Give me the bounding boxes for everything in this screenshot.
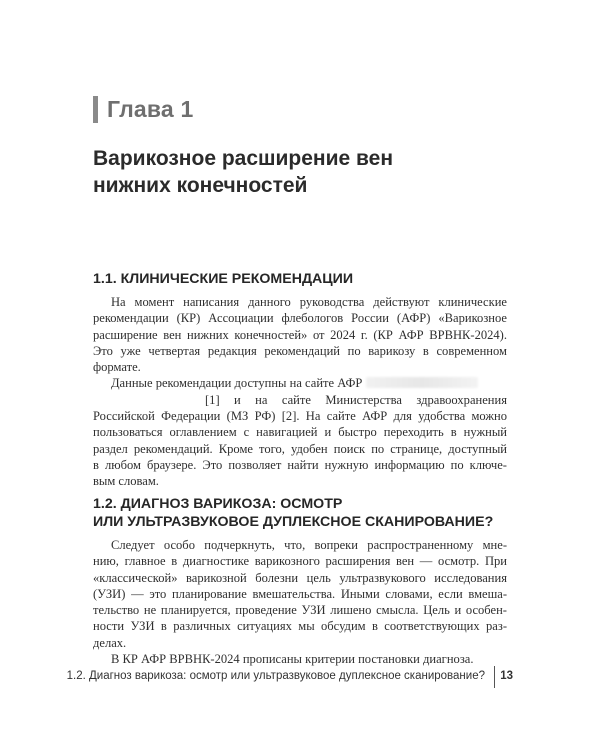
chapter-label: Глава 1 <box>107 96 194 122</box>
text-line <box>93 375 507 391</box>
text-line: В КР АФР ВРВНК-2024 прописаны критерии постановки диагноза. <box>111 652 474 667</box>
running-title: 1.2. Диагноз варикоза: осмотр или ультразвуковое дуплексное сканирование? <box>66 670 485 682</box>
section-1-heading: 1.1. КЛИНИЧЕСКИЕ РЕКОМЕНДАЦИИ <box>93 271 354 287</box>
text-line: в любом браузере. Это позволяет найти нужную информацию по ключе- <box>93 457 507 472</box>
text-line <box>93 392 507 408</box>
text-line: На момент написания данного руководства действуют клинические <box>111 295 507 309</box>
section-2-heading-line-1: 1.2. ДИАГНОЗ ВАРИКОЗА: ОСМОТР <box>93 496 343 512</box>
chapter-title-line-2: нижних конечностей <box>93 174 308 197</box>
text-line: (УЗИ) — это планирование вмешательства. Иными словами, если вмеша- <box>93 586 507 601</box>
chapter-title <box>93 145 523 199</box>
text-line: тельство не планируется, проведение УЗИ лишено смысла. Цель и особен- <box>93 603 507 618</box>
section-2-heading-line-2: ИЛИ УЛЬТРАЗВУКОВОЕ ДУПЛЕКСНОЕ СКАНИРОВАНИЕ? <box>93 514 494 530</box>
text-line: расширение вен нижних конечностей» от 2024 г. (КР АФР ВРВНК-2024). <box>93 327 507 342</box>
text-line: раздел рекомендаций. Кроме того, удобен поиск по странице, доступный <box>93 441 507 456</box>
chapter-header <box>93 96 194 123</box>
text-line: рекомендации (КР) Ассоциации флебологов России (АФР) «Варикозное <box>93 311 507 326</box>
text-line: вым словам. <box>93 474 159 489</box>
section-1-body <box>93 294 507 490</box>
text-fragment: [1] и на сайте Министерства здравоохранения <box>205 392 507 407</box>
text-line: «классической» варикозной болезни цель ультразвукового исследования <box>93 570 507 585</box>
text-line: делах. <box>93 635 127 650</box>
section-1-paragraph-1 <box>93 294 507 375</box>
text-line: нию, главное в диагностике варикозного расширения вен — осмотр. При <box>93 554 507 569</box>
text-line: формате. <box>93 360 141 375</box>
text-line: Российской Федерации (МЗ РФ) [2]. На сайте АФР для удобства можно <box>93 409 507 424</box>
section-2-paragraph-1 <box>93 537 507 651</box>
text-line: ности УЗИ в различных ситуациях мы обсудим в соответствующих раз- <box>93 619 507 634</box>
section-1-paragraph-2 <box>93 375 507 489</box>
section-2-body <box>93 537 507 667</box>
text-fragment: Данные рекомендации доступны на сайте АФР <box>111 376 363 391</box>
chapter-accent-bar <box>93 96 98 123</box>
page-number: 13 <box>500 670 513 682</box>
text-line: пользоваться оглавлением с навигацией и быстро переходить в нужный <box>93 425 507 440</box>
page-footer <box>66 666 513 688</box>
section-2-heading <box>93 495 493 531</box>
redacted-url <box>366 377 478 388</box>
section-2-paragraph-2 <box>93 651 507 667</box>
chapter-title-line-1: Варикозное расширение вен <box>93 147 394 170</box>
text-line: Это уже четвертая редакция рекомендаций по варикозу в современном <box>93 343 507 358</box>
footer-divider <box>494 666 495 688</box>
text-line: Следует особо подчеркнуть, что, вопреки распространенному мне- <box>111 538 507 552</box>
